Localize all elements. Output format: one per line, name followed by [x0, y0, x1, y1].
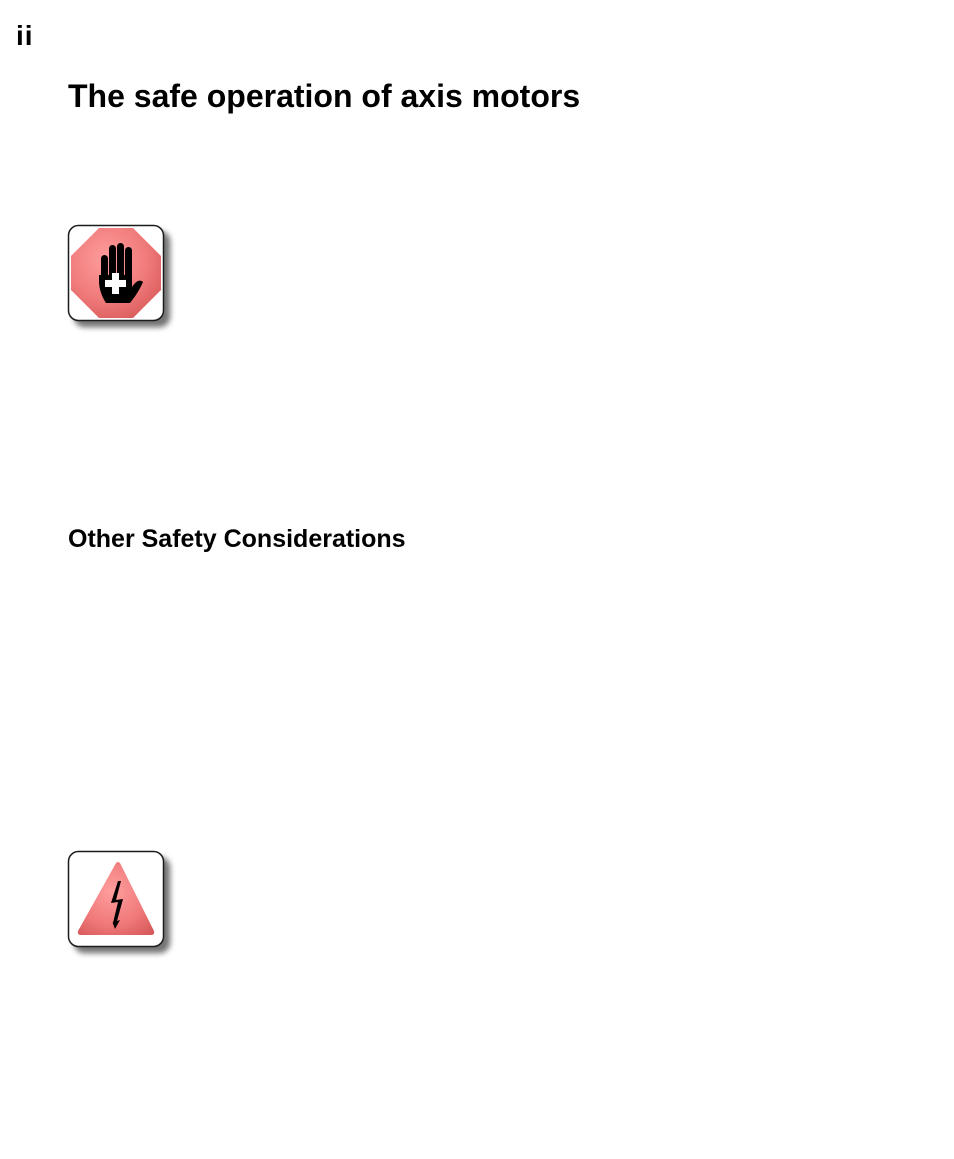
page-title: The safe operation of axis motors — [68, 78, 581, 114]
page-number: ii — [16, 20, 34, 51]
electric-shock-warning-icon — [68, 851, 168, 951]
stop-hand-icon — [68, 225, 168, 325]
section-heading-other-safety: Other Safety Considerations — [68, 525, 406, 553]
